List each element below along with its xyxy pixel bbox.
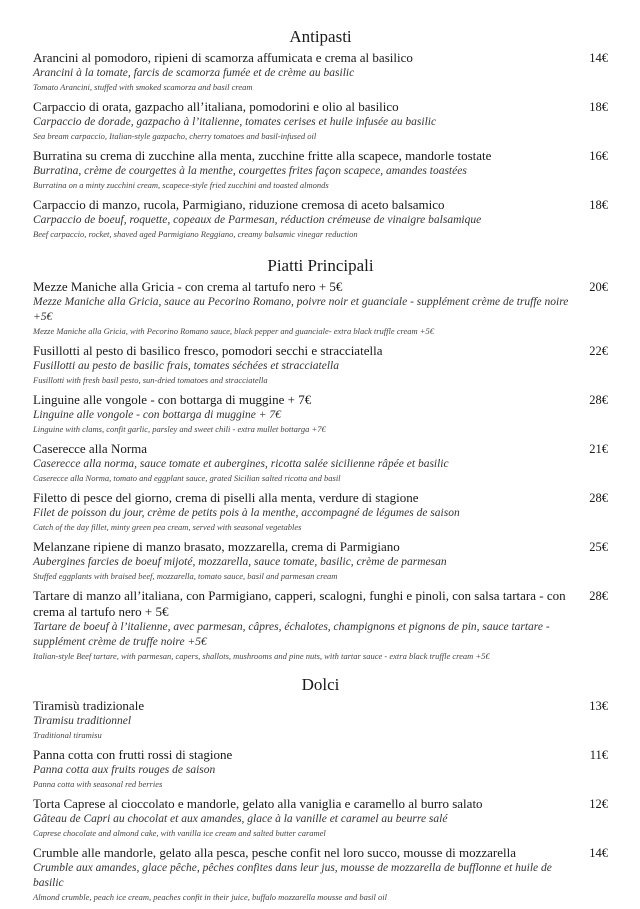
- dish-description-english: Tomato Arancini, stuffed with smoked scamorza and basil cream: [33, 82, 253, 92]
- dish-description-french: Tiramisu traditionnel: [33, 715, 132, 727]
- dish-description-french: Panna cotta aux fruits rouges de saison: [33, 764, 216, 776]
- section-antipasti: [33, 26, 608, 241]
- dish-name-italian: Mezze Maniche alla Gricia - con crema al tartufo nero + 5€: [33, 279, 343, 294]
- dish-price: 21€: [589, 442, 608, 456]
- dish-price: 14€: [589, 846, 608, 860]
- dish-price: 13€: [589, 699, 608, 713]
- menu-item: [33, 796, 608, 840]
- dish-price: 12€: [589, 797, 608, 811]
- dish-price: 14€: [589, 51, 608, 65]
- dish-price: 18€: [589, 100, 608, 114]
- dish-description-french: Arancini à la tomate, farcis de scamorza fumée et de crème au basilic: [33, 67, 355, 79]
- dish-description-english: Mezze Maniche alla Gricia, with Pecorino Romano sauce, black pepper and guanciale- extra black truffle cream +5€: [33, 326, 435, 336]
- dish-name-italian: Carpaccio di manzo, rucola, Parmigiano, riduzione cremosa di aceto balsamico: [33, 197, 445, 212]
- dish-name-italian: Arancini al pomodoro, ripieni di scamorza affumicata e crema al basilico: [33, 50, 413, 65]
- dish-name-italian: Carpaccio di orata, gazpacho all’italiana, pomodorini e olio al basilico: [33, 99, 399, 114]
- dish-name-italian: Fusillotti al pesto di basilico fresco, pomodori secchi e stracciatella: [33, 343, 383, 358]
- dish-name-italian: Torta Caprese al cioccolato e mandorle, gelato alla vaniglia e caramello al burro salato: [33, 796, 483, 811]
- dish-description-english: Panna cotta with seasonal red berries: [33, 779, 163, 789]
- dish-name-italian: Tartare di manzo all’italiana, con Parmigiano, capperi, scalogni, funghi e pinoli, con salsa tartara - con crema al tartufo nero + 5€: [33, 588, 566, 619]
- dish-description-french: Gâteau de Capri au chocolat et aux amandes, glace à la vanille et caramel au beurre salé: [33, 813, 448, 825]
- dish-name-italian: Filetto di pesce del giorno, crema di piselli alla menta, verdure di stagione: [33, 490, 419, 505]
- section-title: Piatti Principali: [267, 256, 374, 275]
- menu-item: [33, 539, 608, 583]
- dish-price: 18€: [589, 198, 608, 212]
- menu-item: [33, 148, 608, 192]
- dish-description-english: Linguine with clams, confit garlic, parsley and sweet chili - extra mullet bottarga +7€: [33, 424, 326, 434]
- dish-description-english: Italian-style Beef tartare, with parmesan, capers, shallots, mushrooms and pine nuts, with tartar sauce - extra black truffle cream +5€: [33, 651, 490, 661]
- menu-item: [33, 50, 608, 94]
- section-piatti-principali: [33, 255, 608, 663]
- menu-item: [33, 197, 608, 241]
- section-dolci: [33, 674, 608, 904]
- dish-price: 16€: [589, 149, 608, 163]
- dish-price: 22€: [589, 344, 608, 358]
- dish-description-french: Crumble aux amandes, glace pêche, pêches confites dans leur jus, mousse de mozzarella de bufflonne et huile de basilic: [33, 862, 552, 889]
- dish-description-french: Carpaccio de boeuf, roquette, copeaux de Parmesan, réduction crémeuse de vinaigre balsamique: [33, 214, 482, 226]
- dish-description-english: Caserecce alla Norma, tomato and eggplant sauce, grated Sicilian salted ricotta and basil: [33, 473, 341, 483]
- dish-description-english: Beef carpaccio, rocket, shaved aged Parmigiano Reggiano, creamy balsamic vinegar reduction: [33, 229, 358, 239]
- dish-description-english: Catch of the day fillet, minty green pea cream, served with seasonal vegetables: [33, 522, 302, 532]
- dish-name-italian: Linguine alle vongole - con bottarga di muggine + 7€: [33, 392, 312, 407]
- dish-name-italian: Crumble alle mandorle, gelato alla pesca, pesche confit nel loro succo, mousse di mozzarella: [33, 845, 516, 860]
- menu-item: [33, 747, 608, 791]
- menu-item: [33, 588, 608, 663]
- menu-item: [33, 698, 608, 742]
- dish-description-french: Burratina, crème de courgettes à la menthe, courgettes frites façon scapece, amandes toastées: [33, 165, 467, 177]
- dish-description-french: Fusillotti au pesto de basilic frais, tomates séchées et stracciatella: [33, 360, 339, 372]
- dish-name-italian: Burratina su crema di zucchine alla menta, zucchine fritte alla scapece, mandorle tostate: [33, 148, 492, 163]
- section-title: Dolci: [301, 675, 340, 694]
- dish-description-french: Filet de poisson du jour, crème de petits pois à la menthe, accompagné de légumes de saison: [33, 507, 460, 519]
- menu-item: [33, 392, 608, 436]
- dish-price: 20€: [589, 280, 608, 294]
- menu-item: [33, 279, 608, 338]
- dish-description-english: Caprese chocolate and almond cake, with vanilla ice cream and salted butter caramel: [33, 828, 326, 838]
- menu-item: [33, 99, 608, 143]
- dish-price: 11€: [589, 748, 608, 762]
- dish-name-italian: Melanzane ripiene di manzo brasato, mozzarella, crema di Parmigiano: [33, 539, 400, 554]
- menu-item: [33, 343, 608, 387]
- dish-description-french: Tartare de boeuf à l’italienne, avec parmesan, câpres, échalotes, champignons et pignons de pin, sauce tartare - supplément crème de truffe noire +5€: [33, 621, 550, 648]
- dish-description-french: Carpaccio de dorade, gazpacho à l’italienne, tomates cerises et huile infusée au basilic: [33, 116, 437, 128]
- section-title: Antipasti: [289, 27, 352, 46]
- menu-page: [33, 26, 608, 909]
- dish-price: 28€: [589, 491, 608, 505]
- dish-description-english: Sea bream carpaccio, Italian-style gazpacho, cherry tomatoes and basil-infused oil: [33, 131, 317, 141]
- dish-description-english: Burratina on a minty zucchini cream, scapece-style fried zucchini and toasted almonds: [33, 180, 329, 190]
- dish-description-english: Stuffed eggplants with braised beef, mozzarella, tomato sauce, basil and parmesan cream: [33, 571, 338, 581]
- dish-description-english: Traditional tiramisu: [33, 730, 102, 740]
- dish-name-italian: Caserecce alla Norma: [33, 441, 148, 456]
- dish-price: 25€: [589, 540, 608, 554]
- dish-name-italian: Tiramisù tradizionale: [33, 698, 145, 713]
- dish-price: 28€: [589, 589, 608, 603]
- dish-description-french: Mezze Maniche alla Gricia, sauce au Pecorino Romano, poivre noir et guanciale - supplément crème de truffe noire +5€: [33, 296, 569, 323]
- dish-description-french: Aubergines farcies de boeuf mijoté, mozzarella, sauce tomate, basilic, crème de parmesan: [33, 556, 447, 568]
- menu-item: [33, 845, 608, 904]
- dish-description-french: Linguine alle vongole - con bottarga di muggine + 7€: [33, 409, 281, 421]
- dish-description-french: Caserecce alla norma, sauce tomate et aubergines, ricotta salée sicilienne râpée et basilic: [33, 458, 449, 470]
- dish-description-english: Fusillotti with fresh basil pesto, sun-dried tomatoes and stracciatella: [33, 375, 268, 385]
- menu-item: [33, 490, 608, 534]
- dish-price: 28€: [589, 393, 608, 407]
- menu-item: [33, 441, 608, 485]
- dish-name-italian: Panna cotta con frutti rossi di stagione: [33, 747, 233, 762]
- dish-description-english: Almond crumble, peach ice cream, peaches confit in their juice, buffalo mozzarella mousse and basil oil: [33, 892, 387, 902]
